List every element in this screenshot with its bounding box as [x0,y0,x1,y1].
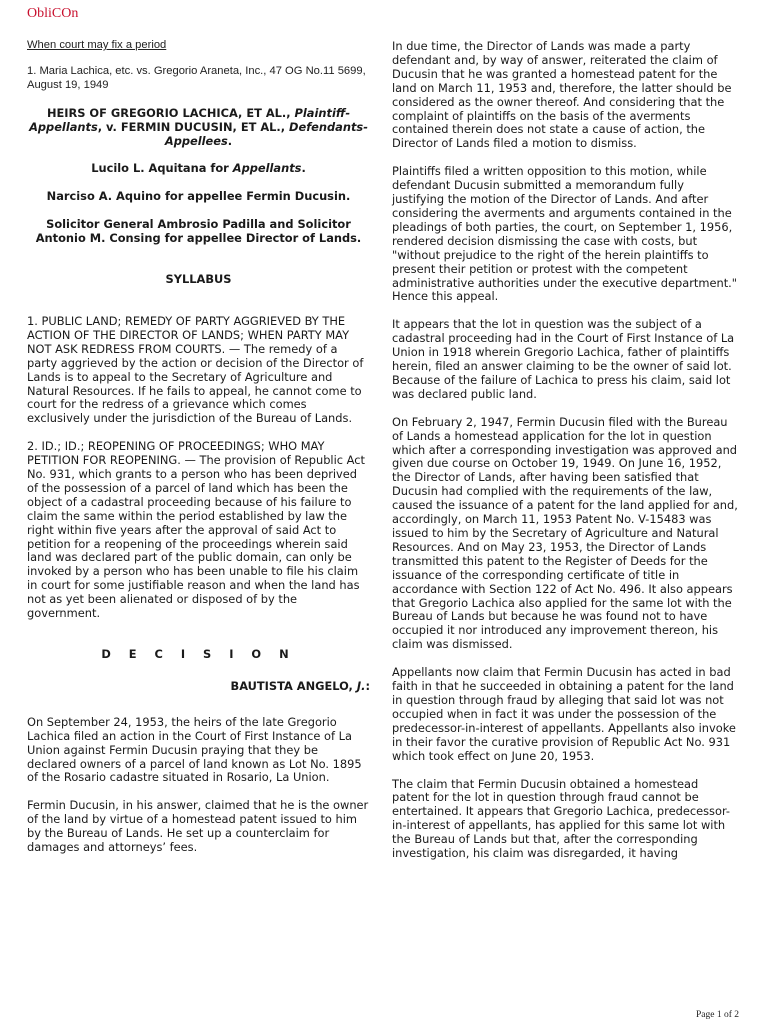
syllabus-heading: SYLLABUS [165,272,232,287]
decision-paragraph: The claim that Fermin Ducusin obtained a homestead patent for the lot in question through fraud cannot be entertained. It appears that Gregorio Lachica, predecessor-in-interest of appellants, has applied for this same lot with the Bureau of Lands but that, after the corresponding investigation, his claim was disregarded, it having [392,776,731,861]
counsel-appellants: Lucilo L. Aquitana for Appellants. [91,161,306,176]
right-column [392,40,739,861]
decision-paragraph: On February 2, 1947, Fermin Ducusin filed with the Bureau of Lands a homestead application for the lot in question which after a corresponding investigation was approved and given due course on October 19, 1949. On June 16, 1952, the Director of Lands, after having been satisfied that Ducusin had complied with the requirements of the law, caused the issuance of a patent for the land applied for and, accordingly, on March 11, 1953 Patent No. V-15483 was issued to him by the Secretary of Agriculture and Natural Resources. And on May 23, 1953, the Director of Lands transmitted this patent to the Register of Deeds for the issuance of the corresponding certificate of title in accordance with Section 122 of Act No. 496. It also appears that Gregorio Lachica also applied for the same lot with the Bureau of Lands but because he was found not to have occupied it nor introduced any improvement thereon, his claim was dismissed. [392,414,738,652]
brand-logo-text: ObliCOn [27,6,79,21]
page-number: Page 1 of 2 [695,1010,739,1020]
counsel-director: Solicitor General Ambrosio Padilla and Solicitor Antonio M. Consing for appellee Director of Lands. [35,217,362,246]
topic-heading: When court may fix a period [27,39,167,51]
decision-paragraph: Fermin Ducusin, in his answer, claimed that he is the owner of the land by virtue of a homestead patent issued to him by the Bureau of Lands. He set up a counterclaim for damages and attorneys’ fees. [27,798,369,855]
syllabus-item-1: 1. PUBLIC LAND; REMEDY OF PARTY AGGRIEVED BY THE ACTION OF THE DIRECTOR OF LANDS; WHEN PARTY MAY NOT ASK REDRESS FROM COURTS. — The remedy of a party aggrieved by the action or decision of the Director of Lands is to appeal to the Secretary of Agriculture and Natural Resources. If he fails to appeal, he cannot come to court for the redress of a grievance which comes exclusively under the jurisdiction of the Bureau of Lands. [27,313,364,426]
decision-heading: D E C I S I O N [101,647,296,661]
decision-paragraph: In due time, the Director of Lands was made a party defendant and, by way of answer, reiterated the claim of Ducusin that he was granted a homestead patent for the land on March 11, 1953 and, therefore, the latter should be considered as the owner thereof. And considering that the complaint of plaintiffs on the basis of the averments contained therein does not state a cause of action, the Director of Lands filed a motion to dismiss. [392,39,732,151]
decision-paragraph: Plaintiffs filed a written opposition to this motion, while defendant Ducusin submitted a memorandum fully justifying the motion of the Director of Lands. And after considering the averments and arguments contained in the pleadings of both parties, the court, on September 1, 1956, rendered decision dismissing the case with costs, but "without prejudice to the right of the herein plaintiffs to present their petition or protest with the competent administrative authorities under the executive department." Hence this appeal. [392,164,738,304]
syllabus-item-2: 2. ID.; ID.; REOPENING OF PROCEEDINGS; WHO MAY PETITION FOR REOPENING. — The provision of Republic Act No. 931, which grants to a person who has been deprived of the possession of a parcel of land which has been the object of a cadastral proceeding because of his failure to claim the same within the period established by law the right within five years after the approval of said Act to petition for a reopening of the proceedings wherein said land was declared part of the public domain, can only be invoked by a person who has been unable to file his claim in court for some justifiable reason and when the land has not as yet been alienated or disposed of by the government. [27,439,365,621]
case-citation: 1. Maria Lachica, etc. vs. Gregorio Araneta, Inc., 47 OG No.11 5699, August 19, 1949 [27,64,366,91]
decision-paragraph: It appears that the lot in question was the subject of a cadastral proceeding had in the Court of First Instance of La Union in 1918 wherein Gregorio Lachica, father of plaintiffs herein, filed an answer claiming to be the owner of said lot. Because of the failure of Lachica to press his claim, said lot was declared public land. [392,317,735,401]
left-column [27,38,370,855]
decision-paragraph: On September 24, 1953, the heirs of the late Gregorio Lachica filed an action in the Court of First Instance of La Union against Fermin Ducusin praying that they be declared owners of a parcel of land known as Lot No. 1895 of the Rosario cadastre situated in Rosario, La Union. [27,714,362,785]
decision-paragraph: Appellants now claim that Fermin Ducusin has acted in bad faith in that he succeeded in obtaining a patent for the land in question through fraud by alleging that said lot was not occupied when in fact it was under the possession of the predecessor-in-interest of appellants. Appellants also invoke in their favor the curative provision of Republic Act No. 931 which took effect on June 20, 1953. [392,665,736,763]
case-title: HEIRS OF GREGORIO LACHICA, ET AL., Plaintiff-Appellants, v. FERMIN DUCUSIN, ET AL., Defendants-Appellees. [29,105,368,148]
counsel-appellee: Narciso A. Aquino for appellee Fermin Ducusin. [46,189,351,204]
ponente: BAUTISTA ANGELO, J.: [230,678,370,693]
